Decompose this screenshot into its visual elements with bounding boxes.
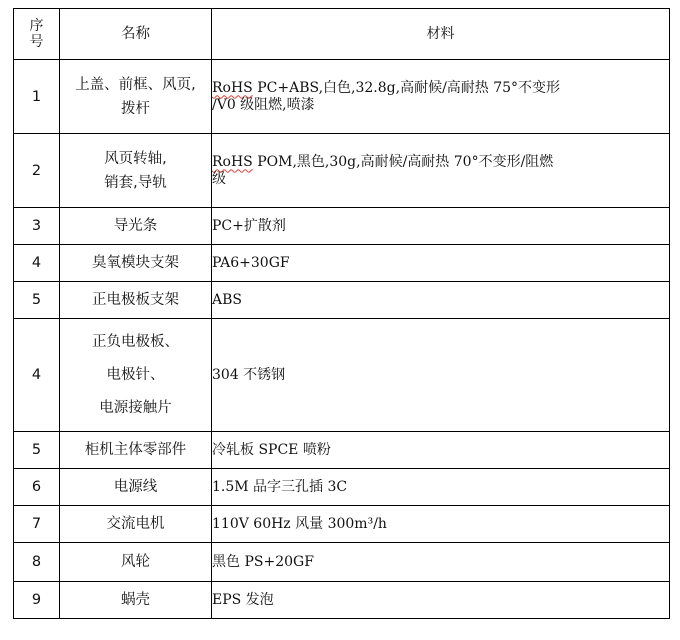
row-material-line: [212, 154, 669, 171]
row-material: 黑色 PS+20GF: [212, 543, 670, 582]
row-material: [212, 60, 670, 134]
row-name-line: 电源接触片: [99, 399, 172, 416]
row-material-text: PC+ABS,白色,32.8g,高耐候/高耐热 75°不变形: [252, 79, 561, 96]
row-no: 5: [14, 432, 60, 469]
row-material: PA6+30GF: [212, 245, 670, 282]
header-row: [14, 9, 670, 60]
table-row: [14, 208, 670, 245]
row-no: 4: [14, 245, 60, 282]
row-name-line: 电极针、: [106, 366, 165, 383]
header-material: [212, 9, 670, 60]
row-name-line: 正负电极板、: [92, 333, 179, 350]
table-row: [14, 60, 670, 134]
row-no: 1: [14, 60, 60, 134]
row-no: 6: [14, 469, 60, 506]
row-no: 4: [14, 319, 60, 432]
row-material-line: 级: [212, 170, 226, 187]
row-material: EPS 发泡: [212, 582, 670, 619]
row-name: 电源线: [60, 469, 212, 506]
row-name: 交流电机: [60, 506, 212, 543]
row-no: 8: [14, 543, 60, 582]
row-name: [60, 60, 212, 134]
row-material: 1.5M 品字三孔插 3C: [212, 469, 670, 506]
header-no: [14, 9, 60, 60]
row-material: PC+扩散剂: [212, 208, 670, 245]
row-name-line: 销套,导轨: [104, 174, 167, 191]
header-name-text: 名称: [121, 26, 150, 42]
row-name: [60, 319, 212, 432]
row-material-line: /V0 级阻燃,喷漆: [212, 96, 315, 113]
rohs-mark: RoHS: [212, 153, 253, 170]
table-row: [14, 282, 670, 319]
row-material-text: POM,黑色,30g,高耐候/高耐热 70°不变形/阻燃: [252, 153, 554, 170]
row-no: 9: [14, 582, 60, 619]
row-name: 臭氧模块支架: [60, 245, 212, 282]
row-material: 110V 60Hz 风量 300m³/h: [212, 506, 670, 543]
row-material: 304 不锈钢: [212, 319, 670, 432]
materials-table: [13, 8, 670, 619]
row-no: 5: [14, 282, 60, 319]
row-name-line: 上盖、前框、风页,: [75, 76, 196, 93]
table-row: [14, 134, 670, 208]
rohs-mark: RoHS: [212, 79, 253, 96]
table-row: [14, 506, 670, 543]
row-name: [60, 134, 212, 208]
table-row: [14, 469, 670, 506]
row-material-line: [212, 80, 669, 97]
row-name: 蜗壳: [60, 582, 212, 619]
table-row: [14, 432, 670, 469]
row-name: 正电极板支架: [60, 282, 212, 319]
table-row: [14, 319, 670, 432]
header-name: [60, 9, 212, 60]
row-name-line: 拨杆: [121, 100, 150, 117]
header-no-text: 序 号: [29, 18, 44, 50]
row-no: 3: [14, 208, 60, 245]
table-row: [14, 543, 670, 582]
header-material-text: 材料: [426, 25, 455, 42]
row-name: 导光条: [60, 208, 212, 245]
table-row: [14, 582, 670, 619]
row-material: 冷轧板 SPCE 喷粉: [212, 432, 670, 469]
row-name: 风轮: [60, 543, 212, 582]
table-row: [14, 245, 670, 282]
row-no: 2: [14, 134, 60, 208]
row-material: ABS: [212, 282, 670, 319]
row-no: 7: [14, 506, 60, 543]
row-material: [212, 134, 670, 208]
row-name: 柜机主体零部件: [60, 432, 212, 469]
row-name-line: 风页转轴,: [104, 150, 167, 167]
